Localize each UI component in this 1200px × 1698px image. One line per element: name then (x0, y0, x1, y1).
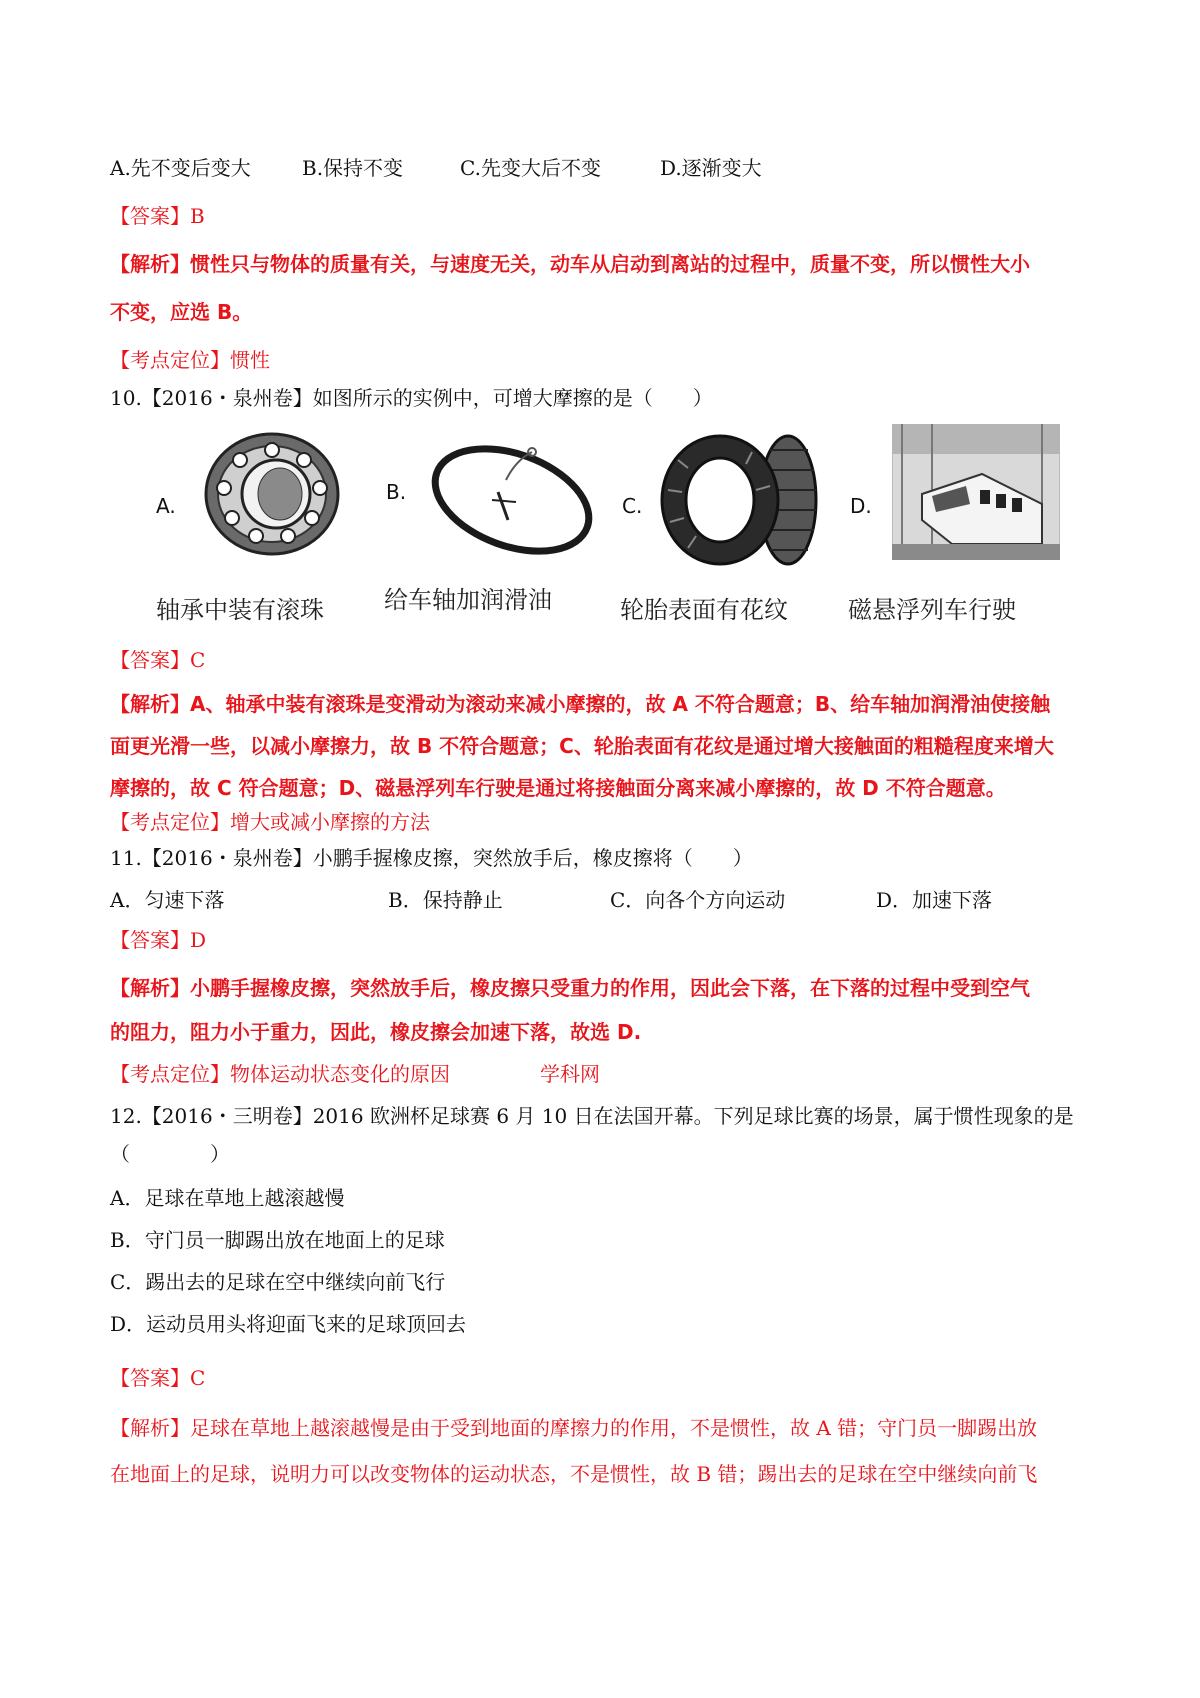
q9-knowledge-point: 【考点定位】惯性 (110, 348, 270, 372)
q10-answer: 【答案】C (110, 648, 206, 672)
q10-figure-a (150, 430, 370, 630)
treaded-tire-icon (658, 430, 838, 570)
q10-figure-b-letter: B. (386, 480, 407, 504)
q9-analysis-line-2: 不变，应选 B。 (110, 300, 253, 324)
q9-option-c: C.先变大后不变 (460, 156, 601, 180)
q10-figure-d-letter: D. (850, 494, 872, 518)
q11-option-c: C．向各个方向运动 (610, 888, 786, 912)
q11-stem: 11.【2016・泉州卷】小鹏手握橡皮擦，突然放手后，橡皮擦将（ ） (110, 846, 753, 870)
q9-option-b: B.保持不变 (302, 156, 404, 180)
q10-figure-a-letter: A. (156, 494, 176, 518)
q12-option-a: A．足球在草地上越滚越慢 (110, 1186, 345, 1210)
q12-answer: 【答案】C (110, 1366, 206, 1390)
q10-figure-d-caption: 磁悬浮列车行驶 (848, 596, 1016, 624)
q11-watermark-text: 学科网 (540, 1062, 600, 1086)
q12-analysis-line-1: 【解析】足球在草地上越滚越慢是由于受到地面的摩擦力的作用，不是惯性，故 A 错；守门员一脚踢出放 (110, 1416, 1038, 1440)
q11-option-a: A．匀速下落 (110, 888, 225, 912)
q12-stem-line-1: 12.【2016・三明卷】2016 欧洲杯足球赛 6 月 10 日在法国开幕。下列足球比赛的场景，属于惯性现象的是 (110, 1104, 1074, 1128)
q9-answer: 【答案】B (110, 204, 205, 228)
q10-figure-c (618, 430, 838, 630)
q10-analysis-line-1: 【解析】A、轴承中装有滚珠是变滑动为滚动来减小摩擦的，故 A 不符合题意；B、给车轴加润滑油使接触 (110, 692, 1051, 716)
q11-knowledge-point: 【考点定位】物体运动状态变化的原因 (110, 1062, 450, 1086)
q10-analysis-line-2: 面更光滑一些，以减小摩擦力，故 B 不符合题意；C、轮胎表面有花纹是通过增大接触面的粗糙程度来增大 (110, 734, 1054, 758)
q12-analysis-line-2: 在地面上的足球，说明力可以改变物体的运动状态，不是惯性，故 B 错；踢出去的足球在空中继续向前飞 (110, 1462, 1038, 1486)
q10-figure-b-caption: 给车轴加润滑油 (384, 586, 552, 614)
bicycle-wheel-icon (420, 430, 600, 560)
q11-analysis-line-1: 【解析】小鹏手握橡皮擦，突然放手后，橡皮擦只受重力的作用，因此会下落，在下落的过程中受到空气 (110, 976, 1030, 1000)
q11-option-d: D．加速下落 (876, 888, 993, 912)
q10-figure-c-caption: 轮胎表面有花纹 (620, 596, 788, 624)
q12-option-d: D．运动员用头将迎面飞来的足球顶回去 (110, 1312, 467, 1336)
q12-option-c: C．踢出去的足球在空中继续向前飞行 (110, 1270, 446, 1294)
q10-figure-a-caption: 轴承中装有滚珠 (156, 596, 324, 624)
ball-bearing-icon (192, 430, 352, 560)
q10-stem: 10.【2016・泉州卷】如图所示的实例中，可增大摩擦的是（ ） (110, 386, 713, 410)
q10-analysis-line-3: 摩擦的，故 C 符合题意；D、磁悬浮列车行驶是通过将接触面分离来减小摩擦的，故 D 不符合题意。 (110, 776, 1006, 800)
q11-analysis-line-2: 的阻力，阻力小于重力，因此，橡皮擦会加速下落，故选 D. (110, 1020, 642, 1044)
q11-option-b: B．保持静止 (388, 888, 503, 912)
maglev-train-icon (892, 424, 1060, 560)
q11-answer: 【答案】D (110, 928, 207, 952)
q12-stem-line-2: （ ） (110, 1142, 230, 1166)
q10-knowledge-point: 【考点定位】增大或减小摩擦的方法 (110, 810, 430, 834)
q12-option-b: B．守门员一脚踢出放在地面上的足球 (110, 1228, 445, 1252)
q9-option-a: A.先不变后变大 (110, 156, 251, 180)
q10-figure-c-letter: C. (622, 494, 643, 518)
q10-figure-d (848, 430, 1078, 630)
q9-option-d: D.逐渐变大 (660, 156, 762, 180)
q9-analysis-line-1: 【解析】惯性只与物体的质量有关，与速度无关，动车从启动到离站的过程中，质量不变，所以惯性大小 (110, 252, 1030, 276)
q10-figure-b (380, 430, 600, 630)
